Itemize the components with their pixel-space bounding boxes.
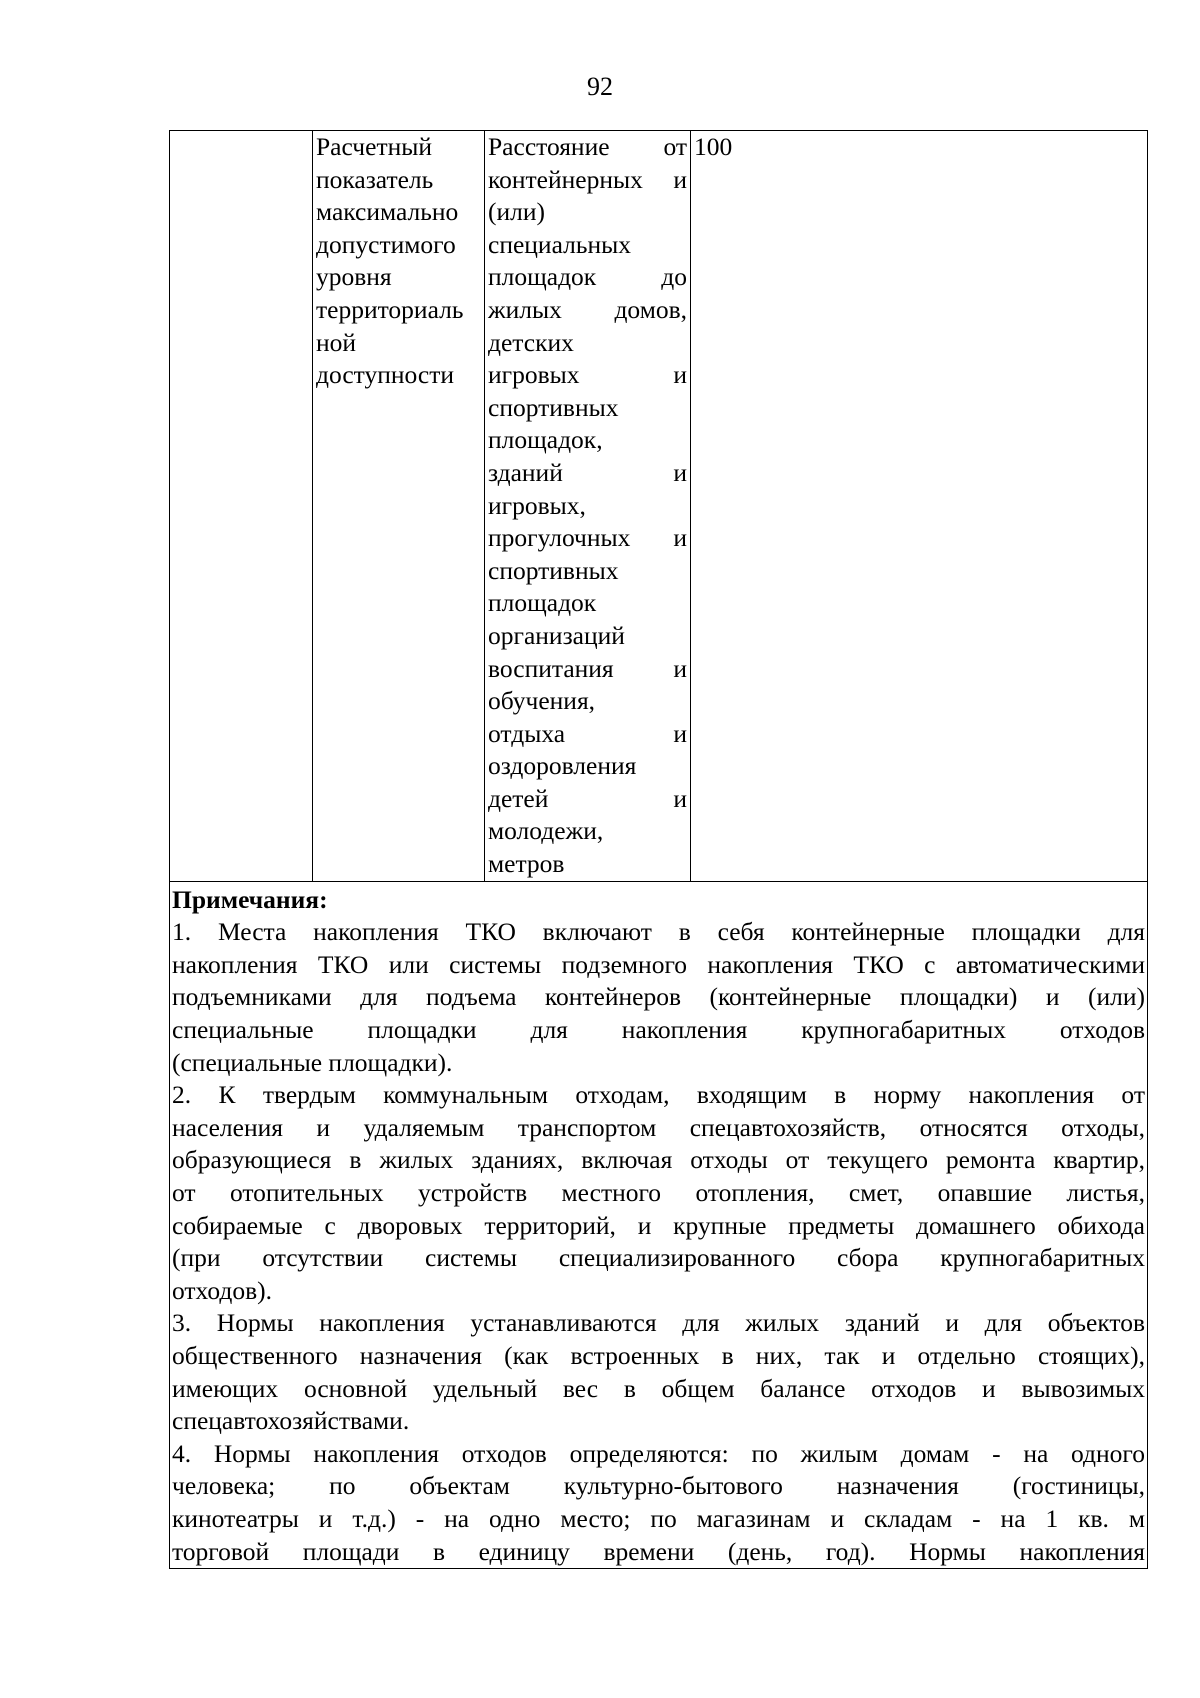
note-line: собираемые с дворовых территорий, и крупные предметы домашнего обихода bbox=[172, 1210, 1145, 1240]
indicator-name-line: показатель bbox=[316, 164, 434, 194]
note-line: накопления ТКО или системы подземного накопления ТКО с автоматическими bbox=[172, 949, 1145, 979]
indicator-description-line: отдыха и bbox=[488, 718, 687, 748]
notes-title: Примечания: bbox=[172, 884, 328, 914]
indicator-description-line: площадок, bbox=[488, 425, 603, 455]
indicator-description-line: игровых, bbox=[488, 490, 586, 520]
indicator-description-line: жилых домов, bbox=[488, 294, 687, 324]
note-line: (специальные площадки). bbox=[172, 1047, 453, 1077]
page-number: 92 bbox=[587, 72, 613, 101]
indicator-name-line: допустимого bbox=[316, 229, 456, 259]
note-line: торговой площади в единицу времени (день, год). Нормы накопления bbox=[172, 1536, 1145, 1566]
table-row-notes bbox=[170, 881, 1148, 1568]
indicator-description-line: воспитания и bbox=[488, 653, 687, 683]
indicator-name-line: уровня bbox=[316, 262, 392, 292]
note-line: спецавтохозяйствами. bbox=[172, 1406, 410, 1436]
note-line: 2. К твердым коммунальным отходам, входящим в норму накопления от bbox=[172, 1080, 1145, 1110]
indicator-description-line: площадок bbox=[488, 588, 597, 618]
table-cell-indicator-description bbox=[485, 131, 691, 882]
note-paragraph bbox=[172, 1079, 1145, 1307]
indicator-description-line: контейнерных и bbox=[488, 164, 687, 194]
indicator-description-line: Расстояние от bbox=[488, 132, 687, 161]
note-line: специальные площадки для накопления крупногабаритных отходов bbox=[172, 1015, 1145, 1045]
note-line: 1. Места накопления ТКО включают в себя контейнерные площадки для bbox=[172, 917, 1145, 947]
note-line: имеющих основной удельный вес в общем балансе отходов и вывозимых bbox=[172, 1373, 1145, 1403]
notes-body bbox=[172, 916, 1145, 1568]
indicator-description-line: оздоровления bbox=[488, 751, 637, 781]
indicator-description-line: (или) bbox=[488, 197, 546, 227]
table-cell-empty bbox=[170, 131, 313, 882]
indicator-description-line: специальных bbox=[488, 229, 632, 259]
indicator-name-line: Расчетный bbox=[316, 132, 433, 161]
table-cell-value: 100 bbox=[691, 131, 1148, 882]
note-line: человека; по объектам культурно-бытового назначения (гостиницы, bbox=[172, 1471, 1145, 1501]
indicator-description-line: спортивных bbox=[488, 392, 619, 422]
indicator-description-line: молодежи, bbox=[488, 816, 604, 846]
indicator-name-line: максимально bbox=[316, 197, 459, 227]
note-line: 4. Нормы накопления отходов определяются: по жилым домам - на одного bbox=[172, 1438, 1145, 1468]
indicator-description-line: зданий и bbox=[488, 457, 687, 487]
indicator-description-line: прогулочных и bbox=[488, 523, 687, 553]
norms-table bbox=[169, 130, 1148, 1569]
indicator-name-line: доступности bbox=[316, 360, 455, 390]
indicator-description-line: игровых и bbox=[488, 360, 687, 390]
note-line: общественного назначения (как встроенных в них, так и отдельно стоящих), bbox=[172, 1340, 1145, 1370]
note-line: образующиеся в жилых зданиях, включая отходы от текущего ремонта квартир, bbox=[172, 1145, 1145, 1175]
indicator-name-line: ной bbox=[316, 327, 357, 357]
indicator-name-line: территориаль bbox=[316, 294, 464, 324]
indicator-description-line: метров bbox=[488, 849, 565, 879]
notes-cell bbox=[170, 881, 1148, 1568]
note-line: отходов). bbox=[172, 1275, 272, 1305]
note-line: кинотеатры и т.д.) - на одно место; по магазинам и складам - на 1 кв. м bbox=[172, 1503, 1145, 1533]
note-paragraph bbox=[172, 1438, 1145, 1568]
note-line: подъемниками для подъема контейнеров (контейнерные площадки) и (или) bbox=[172, 982, 1145, 1012]
indicator-description-line: организаций bbox=[488, 620, 625, 650]
note-paragraph bbox=[172, 1307, 1145, 1437]
indicator-description-line: площадок до bbox=[488, 262, 687, 292]
note-line: населения и удаляемым транспортом спецавтохозяйств, относятся отходы, bbox=[172, 1112, 1145, 1142]
table-cell-indicator-name bbox=[313, 131, 485, 882]
note-line: (при отсутствии системы специализированного сбора крупногабаритных bbox=[172, 1243, 1145, 1273]
table-row bbox=[170, 131, 1148, 882]
note-line: 3. Нормы накопления устанавливаются для жилых зданий и для объектов bbox=[172, 1308, 1145, 1338]
indicator-description-line: детей и bbox=[488, 783, 687, 813]
indicator-description-line: спортивных bbox=[488, 555, 619, 585]
note-line: от отопительных устройств местного отопления, смет, опавшие листья, bbox=[172, 1178, 1145, 1207]
indicator-description-line: обучения, bbox=[488, 686, 596, 716]
indicator-description-line: детских bbox=[488, 327, 574, 357]
note-paragraph bbox=[172, 916, 1145, 1079]
